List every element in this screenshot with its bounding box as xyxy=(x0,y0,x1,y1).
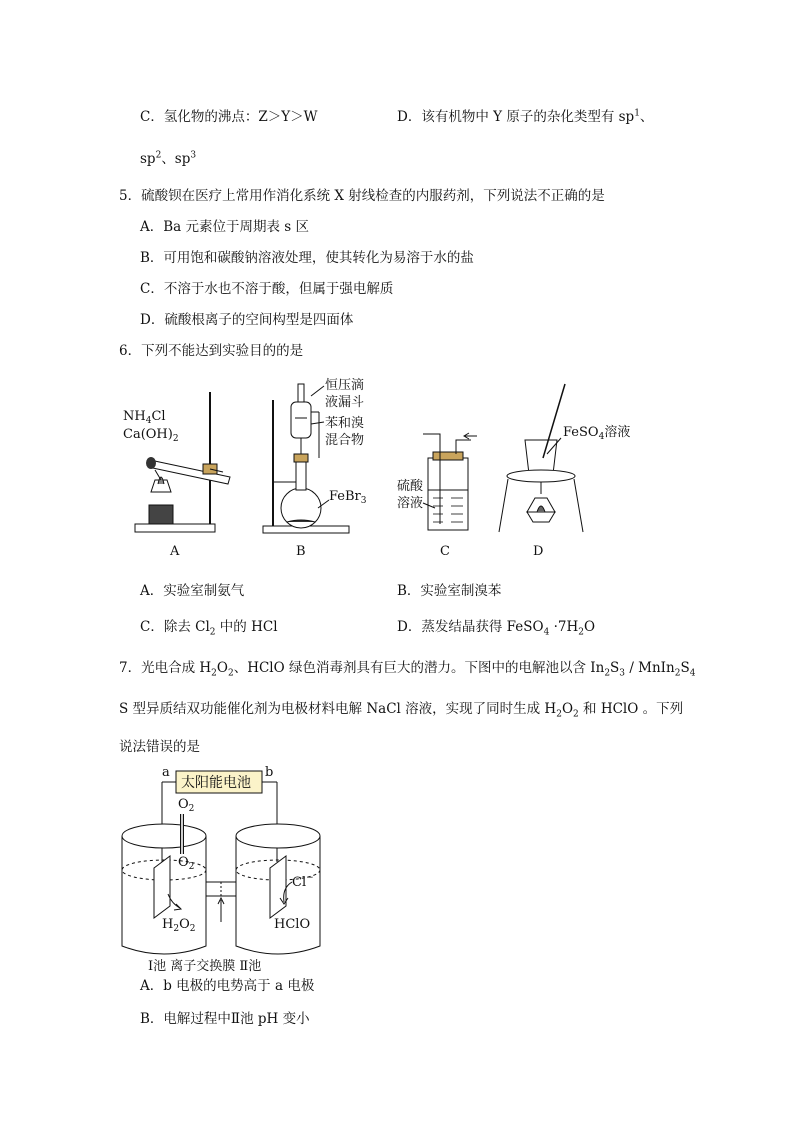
pool-2 xyxy=(236,824,320,954)
label-c: C xyxy=(440,544,450,559)
q4-option-d: D．该有机物中 Y 原子的杂化类型有 $sp^1$、 xyxy=(397,108,654,125)
o2-reactant-label: $O_2$ xyxy=(178,855,195,872)
q5-option-c: C．不溶于水也不溶于酸，但属于强电解质 xyxy=(140,281,394,297)
apparatus-c xyxy=(397,433,477,559)
apparatus-b xyxy=(263,377,367,559)
h2o2-label: $H_2O_2$ xyxy=(162,917,196,934)
hclo-label: HClO xyxy=(274,917,311,932)
q7-option-a: A．b 电极的电势高于 a 电极 xyxy=(140,978,315,994)
b-mix-line-2: 混合物 xyxy=(325,433,365,448)
q7-stem-line-1: 7．光电合成 $H_2O_2$、HClO 绿色消毒剂具有巨大的潜力。下图中的电解池以含 $In_2S_3$ / $MnIn_2S_4$ xyxy=(119,660,696,679)
q6-option-d: D．蒸发结晶获得 FeSO$_4$ $\cdot 7H_2O$ xyxy=(397,619,596,638)
a-reagent-2: $Ca(OH)_2$ xyxy=(123,427,179,444)
c-solution-line-1: 硫酸 xyxy=(397,479,424,494)
q6-option-c: C．除去 $Cl_2$ 中的 HCl xyxy=(140,619,278,638)
q6-option-b: B．实验室制溴苯 xyxy=(397,583,502,599)
q5-option-a: A．Ba 元素位于周期表 s 区 xyxy=(140,219,310,235)
c-solution-line-2: 溶液 xyxy=(397,496,424,511)
terminal-b: b xyxy=(265,765,274,780)
ion-exchange-membrane xyxy=(206,882,236,896)
q5-option-d: D．硫酸根离子的空间构型是四面体 xyxy=(140,312,354,328)
pool-1 xyxy=(122,797,206,954)
chloride-label: Cl− xyxy=(292,873,314,890)
battery-label: 太阳能电池 xyxy=(181,775,251,791)
apparatus-d xyxy=(499,384,630,559)
b-funnel-line-2: 液漏斗 xyxy=(325,395,365,410)
label-b: B xyxy=(296,544,306,559)
b-catalyst: FeBr$_3$ xyxy=(329,489,367,506)
q6-stem: 6．下列不能达到实验目的的是 xyxy=(119,343,304,359)
q4-option-c: C．氢化物的沸点：Z＞Y＞W xyxy=(140,109,318,125)
b-funnel-line-1: 恒压滴 xyxy=(325,378,365,393)
a-reagent-1: $NH_4Cl$ xyxy=(123,409,166,426)
q5-stem: 5．硫酸钡在医疗上常用作消化系统 X 射线检查的内服药剂，下列说法不正确的是 xyxy=(119,188,605,204)
q4-option-d-cont: $sp^2$、$sp^3$ xyxy=(140,150,197,167)
d-solution: FeSO$_4$溶液 xyxy=(563,425,631,442)
label-d: D xyxy=(533,544,544,559)
figure-caption: Ⅰ池 离子交换膜 Ⅱ池 xyxy=(148,959,262,974)
q6-apparatus-figure xyxy=(115,372,635,568)
q6-option-a: A．实验室制氨气 xyxy=(140,583,245,599)
q7-stem-line-2: S 型异质结双功能催化剂为电极材料电解 NaCl 溶液，实现了同时生成 $H_2O_2$ 和 HClO 。下列 xyxy=(119,701,684,720)
terminal-a: a xyxy=(162,765,170,780)
q5-option-b: B．可用饱和碳酸钠溶液处理，使其转化为易溶于水的盐 xyxy=(140,250,474,266)
q7-option-b: B．电解过程中Ⅱ池 pH 变小 xyxy=(140,1011,310,1027)
q7-electrolysis-figure xyxy=(112,764,342,974)
apparatus-a xyxy=(123,392,230,559)
label-a: A xyxy=(170,544,180,559)
b-mix-line-1: 苯和溴 xyxy=(325,416,365,431)
q7-stem-line-3: 说法错误的是 xyxy=(119,739,200,755)
o2-product-label: $O_2$ xyxy=(178,797,195,814)
